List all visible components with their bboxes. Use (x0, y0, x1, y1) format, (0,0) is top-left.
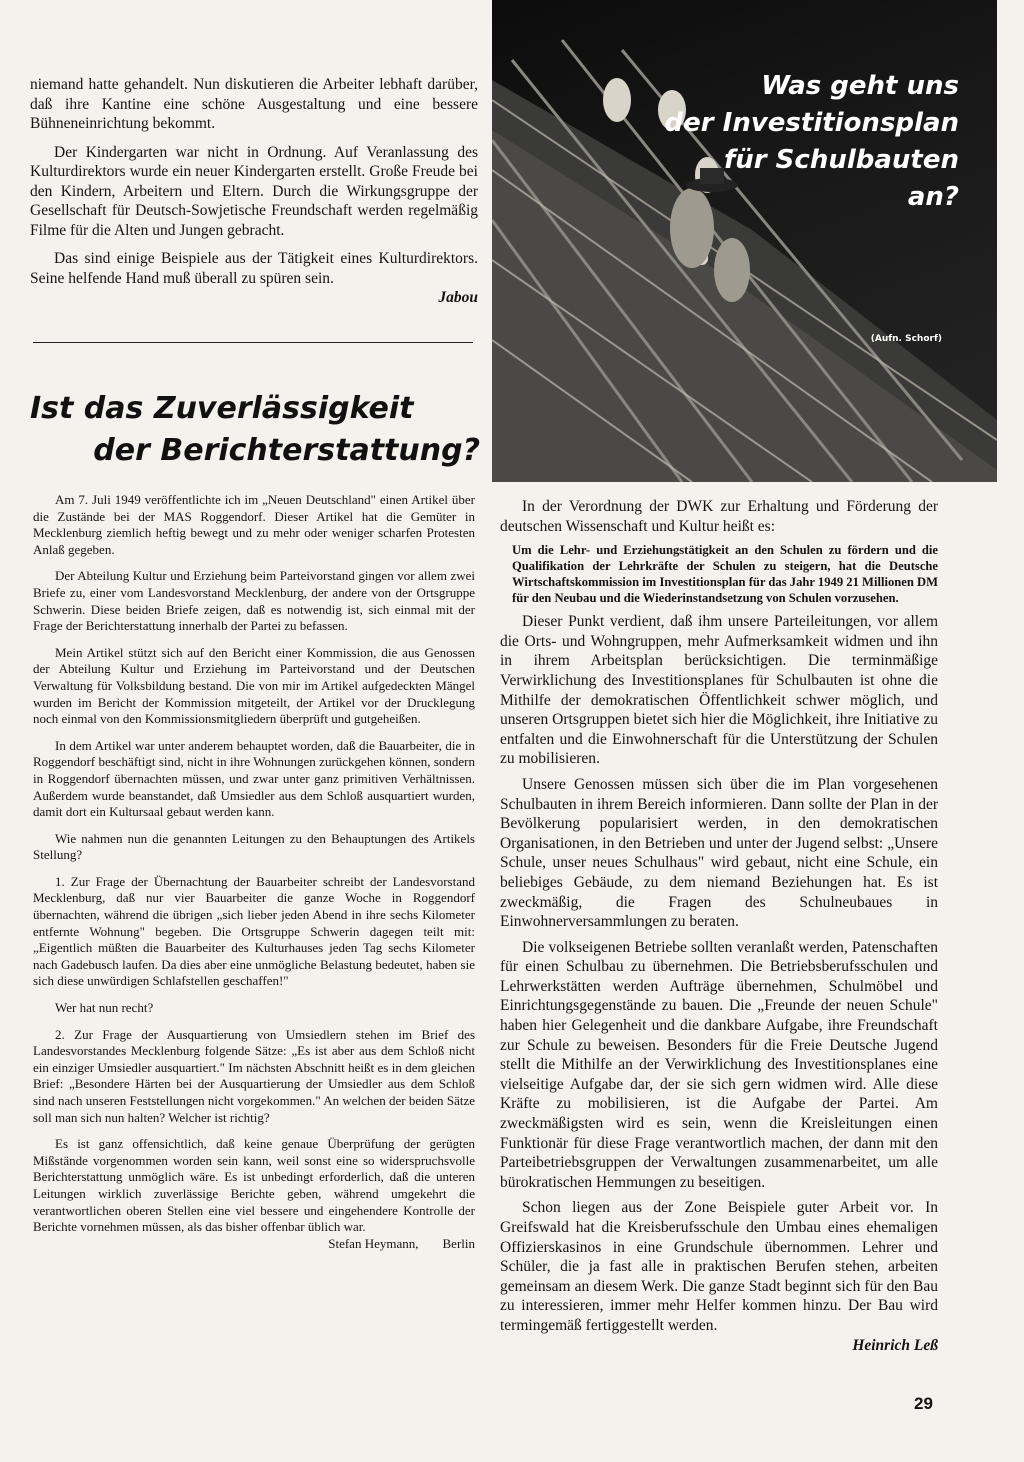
article-paragraph: Der Abteilung Kultur und Erziehung beim Parteivorstand gingen vor allem zwei Briefe zu, einer vom Landesvorstand Mecklenburg, der andere von der Ortsgruppe Schwerin. Diese beiden Briefe zeigen, daß es notwendig ist, sich einmal mit der Frage der Berichterstattung innerhalb der Partei zu befassen. (33, 568, 475, 634)
intro-paragraph: Der Kindergarten war nicht in Ordnung. Auf Veranlassung des Kulturdirektors wurde ein neuer Kindergarten erstellt. Große Freude bei den Kindern, Arbeitern und Eltern. Durch die Wirkungsgruppe der Gesellschaft für Deutsch-Sowjetische Freundschaft werden regelmäßig Filme für die Alten und Jungen gebracht. (30, 143, 478, 239)
article-paragraph: Wie nahmen nun die genannten Leitungen zu den Behauptungen des Artikels Stellung? (33, 830, 475, 863)
section-divider (33, 342, 473, 343)
left-article (33, 492, 475, 1252)
article-paragraph: Am 7. Juli 1949 veröffentlichte ich im „Neuen Deutschland" einen Artikel über die Zustände bei der MAS Roggendorf. Dieser Artikel hat die Gemüter in Mecklenburg ziemlich heftig bewegt und zu mehr oder weniger scharfen Protesten Anlaß gegeben. (33, 492, 475, 557)
left-signature (33, 1236, 475, 1253)
signature-city: Berlin (442, 1235, 475, 1251)
article-paragraph: 1. Zur Frage der Übernachtung der Bauarbeiter schreibt der Landesvorstand Mecklenburg, daß nur vier Bauarbeiter die ganze Woche in Roggendorf übernachten, während die übrigen „sich lieber jeden Abend in ihre sechs Kilometer entfernte Wohnung" begeben. Die Ortsgruppe Schwerin dagegen teilt mit: „Eigentlich müßten die Bauarbeiter des Kulturhauses jeden Tag sechs Kilometer nach Gadebusch laufen. Da dies aber eine unmögliche Belastung bedeutet, haben sie sich diese unwürdigen Schlafstellen geschaffen!" (33, 873, 475, 989)
article-paragraph: Unsere Genossen müssen sich über die im Plan vorgesehenen Schulbauten in ihrem Bereich informieren. Dann sollte der Plan in der Bevölkerung popularisiert werden, in den demokratischen Organisationen, in den Betrieben und unter der Jugend selbst: „Unsere Schule, unser neues Schulhaus" wird gebaut, nicht eine Schule, ein beliebiges Gebäude, zu dem niemand Beziehungen hat. Es ist zweckmäßig, die Fragen des Schulneubaues in Einwohnerversammlungen zu beraten. (500, 775, 938, 931)
article-paragraph: Die volkseigenen Betriebe sollten veranlaßt werden, Patenschaften für einen Schulbau zu übernehmen. Die Betriebsberufsschulen und Lehrwerkstätten werden Aufträge übernehmen, Schulmöbel und Einrichtungsgegenstände zu bauen. Die „Freunde der neuen Schule" haben hier Gelegenheit und die dankbare Aufgabe, ihre Freundschaft zur Schule zu beweisen. Besonders für die Freie Deutsche Jugend stellt die Mithilfe an der Verwirklichung des Investitionsplanes eine vielseitige Aufgabe dar, der sie sich gern widmen wird. Alle diese Kräfte zu mobilisieren, ist die Aufgabe der Partei. Am zweckmäßigsten wird es sein, wenn die Kreisleitungen einen Funktionär für diese Frage verantwortlich machen, der dann mit den Parteibetriebsgruppen der Verwaltungen zusammenarbeitet, um alle bürokratischen Hemmungen zu beseitigen. (500, 938, 938, 1191)
intro-article (30, 75, 478, 308)
article-paragraph: In dem Artikel war unter anderem behauptet worden, daß die Bauarbeiter, die in Roggendorf beschäftigt sind, nicht in ihre Wohnungen zurückgehen können, sondern in Roggendorf übernachten müssen, und zwar unter ganz primitiven Verhältnissen. Außerdem wurde beanstandet, daß Umsiedler aus dem Schloß ausquartiert wurden, damit dort ein Kultursaal gebaut werden kann. (33, 737, 475, 820)
headline-line-2: der Berichterstattung? (93, 433, 480, 468)
photo-headline-line: an? (907, 182, 959, 212)
article-paragraph: 2. Zur Frage der Ausquartierung von Umsiedlern stehen im Brief des Landesvorstandes Mecklenburg folgende Sätze: „Es ist aber aus dem Schloß nicht ein einziger Umsiedler ausquartiert." Im nächsten Abschnitt heißt es in dem gleichen Brief: „Besondere Härten bei der Ausquartierung der Umsiedler aus dem Schloß sind nach unseren Feststellungen nicht vorgekommen." An welchen der beiden Sätze soll man sich nun halten? Welcher ist richtig? (33, 1026, 475, 1125)
article-paragraph: Mein Artikel stützt sich auf den Bericht einer Kommission, die aus Genossen der Abteilung Kultur und Erziehung im Parteivorstand und der Deutschen Verwaltung für Volksbildung bestand. Die von mir im Artikel aufgedeckten Mängel wurden im Bericht der Kommission mitgeteilt, der Artikel vor der Drucklegung noch einmal von den Kommissionsmitgliedern überprüft und gutgeheißen. (33, 644, 475, 727)
article-paragraph: Wer hat nun recht? (55, 1000, 154, 1016)
regulation-quote: Um die Lehr- und Erziehungstätigkeit an den Schulen zu fördern und die Qualifikation der Lehrkräfte der Schulen zu steigern, hat die Deutsche Wirtschaftskommission im Investitionsplan für das Jahr 1949 21 Millionen DM für den Neubau und die Wiederinstandsetzung von Schulen vorzusehen. (512, 543, 938, 606)
article-paragraph: Es ist ganz offensichtlich, daß keine genaue Überprüfung der gerügten Mißstände vorgenommen worden sein kann, weil sonst eine so widerspruchsvolle Berichterstattung unmöglich wäre. Es ist unbedingt erforderlich, daß die unteren Leitungen wirklich zuverlässige Berichte geben, während umgekehrt die verantwortlichen oberen Stellen eine viel bessere und eingehendere Kontrolle der Berichte vornehmen müssen, als das bisher offenbar üblich war. (33, 1136, 475, 1235)
right-article (500, 497, 938, 1355)
photo-headline-line: der Investitionsplan (664, 108, 959, 138)
roof-construction-photo (492, 0, 997, 482)
right-signature: Heinrich Leß (852, 1336, 938, 1354)
article-paragraph: In der Verordnung der DWK zur Erhaltung und Förderung der deutschen Wissenschaft und Kultur heißt es: (500, 498, 938, 535)
photo-headline (629, 68, 959, 216)
signature-name: Stefan Heymann, (328, 1235, 419, 1251)
intro-paragraph: niemand hatte gehandelt. Nun diskutieren die Arbeiter lebhaft darüber, daß ihre Kantine eine schöne Ausgestaltung und eine bessere Bühneneinrichtung bekommt. (30, 76, 478, 132)
photo-headline-line: Was geht uns (761, 71, 959, 101)
intro-paragraph: Das sind einige Beispiele aus der Tätigkeit eines Kulturdirektors. Seine helfende Hand muß überall zu spüren sein. (30, 250, 478, 287)
article-paragraph: Dieser Punkt verdient, daß ihm unsere Parteileitungen, vor allem die Orts- und Wohngruppen, mehr Aufmerksamkeit widmen und ihn in ihrem Arbeitsplan berücksichtigen. Die terminmäßige Verwirklichung des Investitionsplanes für Schulbauten ist ohne die Mithilfe der demokratischen Öffentlichkeit schwer möglich, und unseren Ortsgruppen bietet sich hier die Möglichkeit, ihre Initiative zu entfalten und die Einwohnerschaft für die Unterstützung der Schulen zu mobilisieren. (500, 613, 938, 768)
photo-credit: (Aufn. Schorf) (870, 334, 942, 344)
page-number: 29 (914, 1394, 933, 1413)
article-paragraph: Schon liegen aus der Zone Beispiele guter Arbeit vor. In Greifswald hat die Kreisberufsschule den Umbau eines ehemaligen Offizierskasinos in eine Grundschule übernommen. Lehrer und Schüler, die ja fast alle in praktischen Berufen stehen, arbeiten gemeinsam an diesem Werk. Die ganze Stadt beginnt sich für den Bau zu interessieren, immer mehr Helfer kommen hinzu. Der Bau wird termingemäß fertiggestellt werden. (500, 1199, 938, 1334)
article-headline (30, 388, 480, 472)
headline-line-1: Ist das Zuverlässigkeit (30, 391, 414, 426)
photo-headline-line: für Schulbauten (723, 145, 959, 175)
intro-signature: Jabou (438, 289, 478, 306)
